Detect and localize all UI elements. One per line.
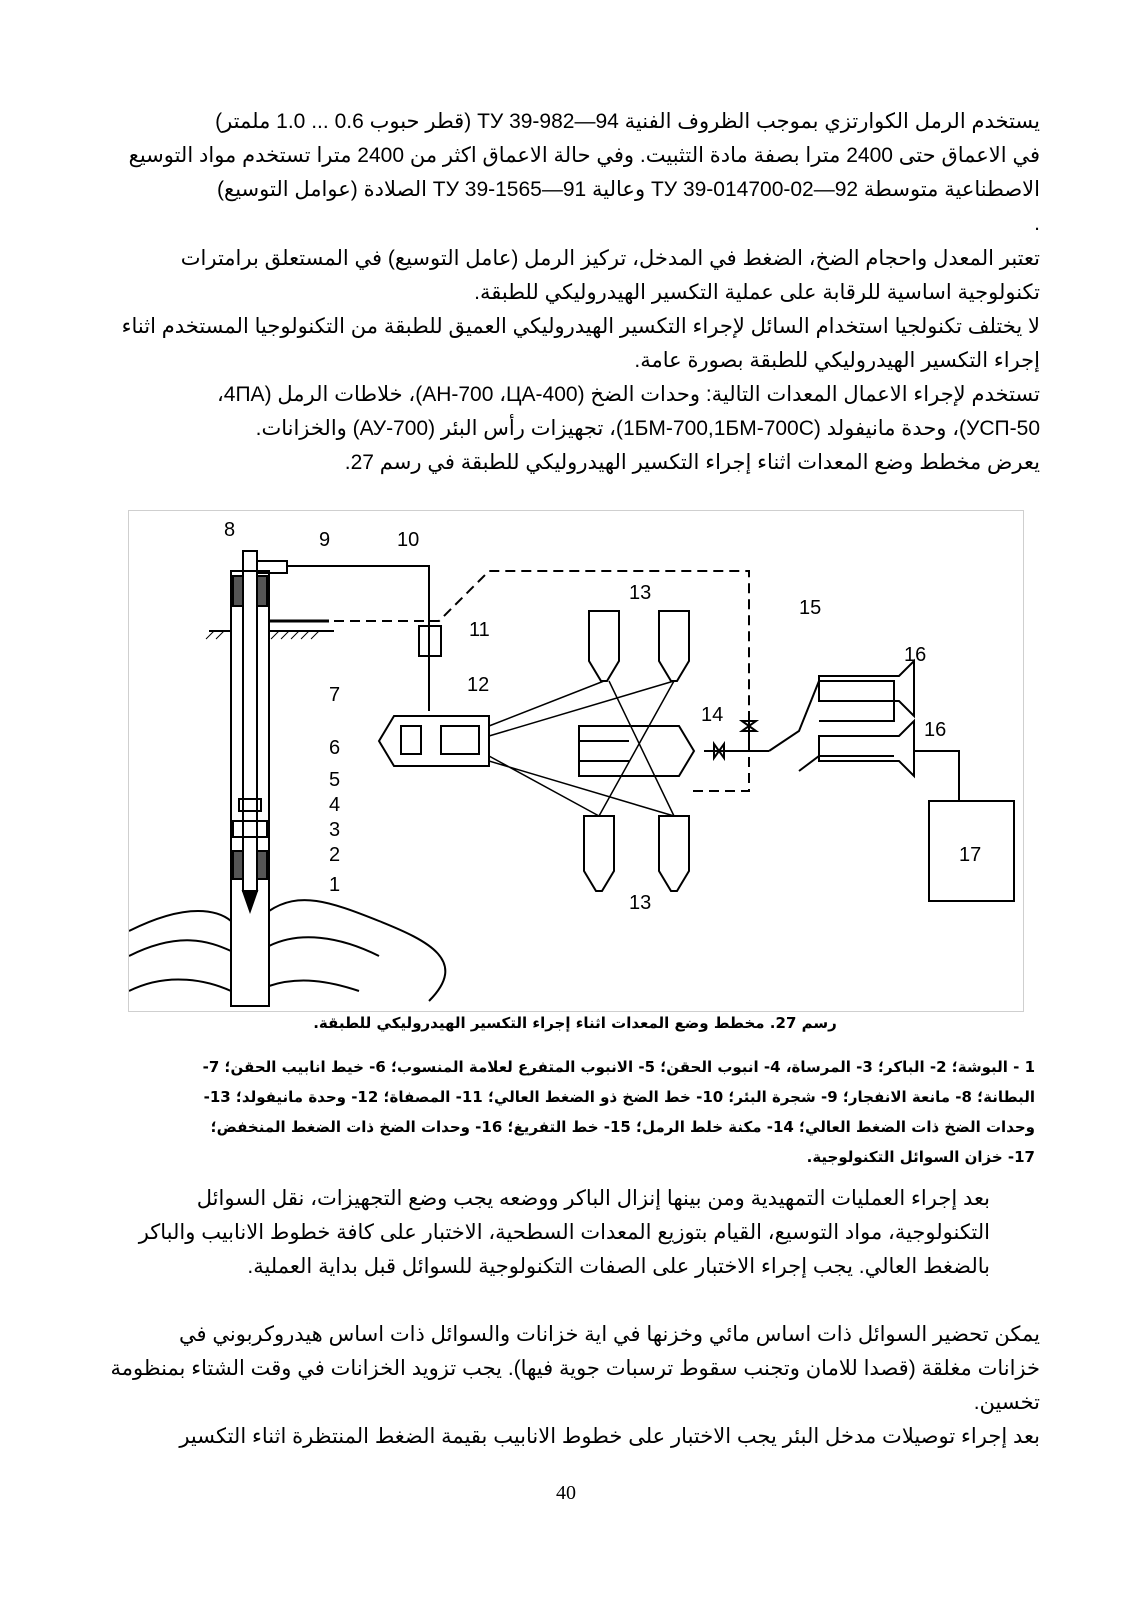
blowout-preventer-left xyxy=(233,576,243,606)
legend-line: وحدات الضخ ذات الضغط العالي؛ 14- مكنة خلط الرمل؛ 15- خط التفريغ؛ 16- وحدات الضخ ذات الضغط المنخفض؛ xyxy=(210,1118,1035,1136)
ground-layer-mid xyxy=(129,937,379,956)
legend-line: 1 - البوشة؛ 2- الباكر؛ 3- المرساة، 4- انبوب الحقن؛ 5- الانبوب المتفرع لعلامة المنسوب؛ 6- خيط انابيب الحقن؛ 7- xyxy=(202,1058,1035,1076)
text-line: خزانات مغلقة (قصدا للامان وتجنب سقوط ترسبات جوية فيها). يجب تزويد الخزانات في وقت الشتاء بمنظومة xyxy=(110,1357,1040,1380)
low-pressure-pump-unit-1 xyxy=(819,661,914,716)
sand-blender xyxy=(579,726,694,776)
text-line: تعتبر المعدل واحجام الضخ، الضغط في المدخل، تركيز الرمل (عامل التوسيع) في المستعلق برامترات xyxy=(180,247,1040,270)
paragraph-quartz-sand xyxy=(100,105,1040,241)
paragraph-preparation xyxy=(130,1182,990,1284)
text-line: التكنولوجية، مواد التوسيع، القيام بتوزيع المعدات السطحية، الاختبار على كافة خطوط الانابيب والباكر xyxy=(138,1221,990,1244)
text-line: إجراء التكسير الهيدروليكي للطبقة بصورة عامة. xyxy=(634,349,1040,372)
label-10: 10 xyxy=(397,529,420,551)
figure-caption: رسم 27. مخطط وضع المعدات اثناء إجراء التكسير الهيدروليكي للطبقة. xyxy=(313,1014,837,1032)
low-pressure-pump-unit-2 xyxy=(819,721,914,776)
pump-unit-bottom-right xyxy=(659,816,689,891)
label-5: 5 xyxy=(329,769,341,791)
pipe-to-low-pressure-pumps xyxy=(769,681,894,751)
text-line: تخسين. xyxy=(973,1391,1040,1414)
legend-line: البطانة؛ 8- مانعة الانفجار؛ 9- شجرة البئر؛ 10- خط الضخ ذو الضغط العالي؛ 11- المصفاة؛ 12- وحدة مانيفولد؛ 13- xyxy=(203,1088,1035,1106)
ground-layer-top xyxy=(129,900,445,1001)
text-line: لا يختلف تكنولجيا استخدام السائل لإجراء التكسير الهيدروليكي العميق للطبقة من التكنولوجيا المستخدم اثناء xyxy=(121,315,1040,338)
label-17: 17 xyxy=(959,844,982,866)
text-line: بالضغط العالي. يجب إجراء الاختبار على الصفات التكنولوجية للسوائل قبل بداية العملية. xyxy=(247,1255,990,1278)
text-line: يعرض مخطط وضع المعدات اثناء إجراء التكسير الهيدروليكي للطبقة في رسم 27. xyxy=(344,451,1040,474)
discharge-line-dashed xyxy=(334,571,749,711)
blowout-preventer-right xyxy=(257,576,267,606)
figure-legend xyxy=(100,1052,1035,1172)
equipment-diagram xyxy=(129,511,1023,1011)
high-pressure-line xyxy=(287,566,429,711)
label-13-bottom: 13 xyxy=(629,892,652,914)
text-line: تستخدم لإجراء الاعمال المعدات التالية: وحدات الضخ (АН-700 ،ЦА-400)، خلاطات الرمل (4ПА، xyxy=(217,383,1040,406)
label-12: 12 xyxy=(467,674,490,696)
casing-lining xyxy=(231,571,269,1006)
label-11: 11 xyxy=(469,619,490,641)
label-13-top: 13 xyxy=(629,582,652,604)
text-line: بعد إجراء توصيلات مدخل البئر يجب الاختبار على خطوط الانابيب بقيمة الضغط المنتظرة اثناء التكسير xyxy=(179,1425,1040,1448)
text-line: . xyxy=(1034,212,1040,235)
text-line: يستخدم الرمل الكوارتزي بموجب الظروف الفنية ТУ 39-982—94 (قطر حبوب 0.6 ... 1.0 ملمتر) xyxy=(215,110,1040,133)
label-16-bottom: 16 xyxy=(924,719,947,741)
label-14: 14 xyxy=(701,704,724,726)
text-line: بعد إجراء العمليات التمهيدية ومن بينها إنزال الباكر ووضعه يجب وضع التجهيزات، نقل السوائل xyxy=(196,1187,990,1210)
figure-equipment-layout xyxy=(128,510,1024,1012)
ground-layer-bottom xyxy=(129,979,359,991)
page-number: 40 xyxy=(556,1482,576,1504)
label-9: 9 xyxy=(319,529,331,551)
label-2: 2 xyxy=(329,844,341,866)
legend-line: 17- خزان السوائل التكنولوجية. xyxy=(806,1148,1035,1166)
text-line: في الاعماق حتى 2400 مترا بصفة مادة التثبيت. وفي حالة الاعماق اكثر من 2400 مترا تستخدم مواد التوسيع xyxy=(128,144,1040,167)
text-line: УСП-50)، وحدة مانيفولد (1БМ-700,1БМ-700С)، تجهيزات رأس البئر (АУ-700) والخزانات. xyxy=(255,417,1040,440)
pump-unit-top-right xyxy=(659,611,689,681)
paragraph-parameters-equipment xyxy=(100,242,1040,480)
label-16-top: 16 xyxy=(904,644,927,666)
text-line: يمكن تحضير السوائل ذات اساس مائي وخزنها في اية خزانات والسوائل ذات اساس هيدروكربوني في xyxy=(179,1323,1040,1346)
label-8: 8 xyxy=(224,519,236,541)
injection-tubing-string xyxy=(243,551,257,891)
packer-left xyxy=(233,851,243,879)
manifold-unit xyxy=(379,716,489,766)
label-4: 4 xyxy=(329,794,341,816)
text-line: تكنولوجية اساسية للرقابة على عملية التكسير الهيدروليكي للطبقة. xyxy=(474,281,1040,304)
pump-unit-bottom-left xyxy=(584,816,614,891)
label-15: 15 xyxy=(799,597,822,619)
anchor xyxy=(233,821,267,837)
packer-right xyxy=(257,851,267,879)
label-1: 1 xyxy=(329,874,341,896)
pump-unit-top-left xyxy=(589,611,619,681)
label-3: 3 xyxy=(329,819,341,841)
label-6: 6 xyxy=(329,737,341,759)
text-line: الاصطناعية متوسطة ТУ 39-014700-02—92 وعالية ТУ 39-1565—91 الصلادة (عوامل التوسيع) xyxy=(217,178,1040,201)
label-7: 7 xyxy=(329,684,341,706)
paragraph-fluid-storage xyxy=(100,1318,1040,1454)
